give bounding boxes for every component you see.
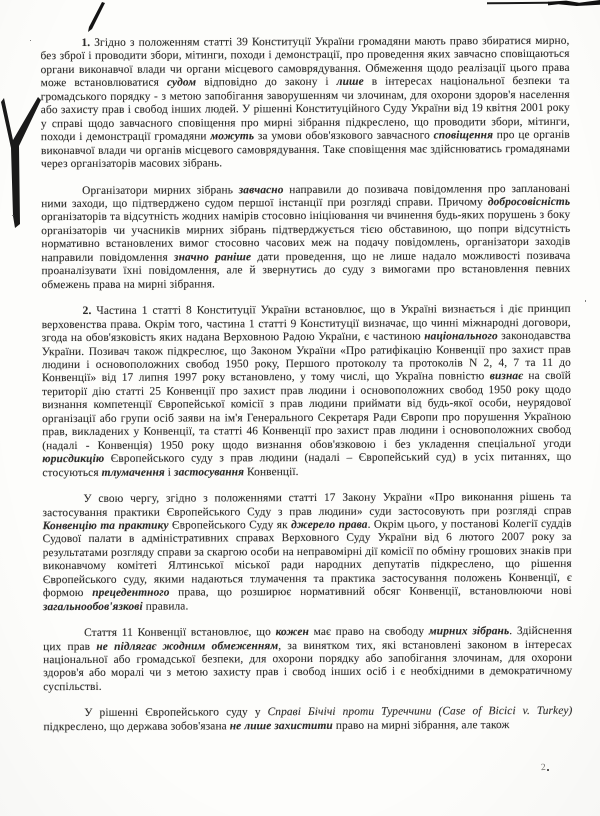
text-segment: завчасно: [238, 183, 284, 196]
text-segment: право на мирні зібрання, але також: [332, 718, 510, 732]
text-segment: тлумачення: [101, 466, 165, 479]
text-segment: відповідно до закону і: [196, 76, 337, 89]
scan-speck: [547, 769, 549, 771]
text-segment: лише: [336, 76, 364, 89]
text-segment: можуть: [210, 130, 255, 143]
text-segment: Конвенцію та практику: [42, 519, 169, 533]
text-segment: сповіщення: [433, 129, 494, 142]
text-segment: прецедентного: [92, 586, 170, 600]
text-segment: направили до позивача повідомлення про заплановані ними заходи, що підтверджено судом першої інстанції при розгляді справи. Причому: [41, 182, 571, 211]
text-segment: добросовісність: [487, 195, 571, 209]
text-segment: правила.: [142, 600, 189, 613]
text-segment: Згідно з положенням статті 39 Конституції України громадяни мають право збиратися мирно, без зброї і проводити збори, мітинги, походи і демонстрації, про проведення яких завчасно сповіщаються органи виконавчої влади чи органи місцевого самоврядування. Обмеження щодо реалізації цього права може встановлюватися: [40, 34, 570, 90]
paragraph: [43, 625, 572, 695]
text-segment: Європейського Суду як: [168, 519, 292, 532]
text-segment: в інтересах національної безпеки та громадського порядку - з метою запобігання заворушенням чи злочинам, для охорони здоров'я населення або захисту прав і свобод інших людей. У рішенні Конституційного Суду України від 19 квітня 2001 року у справі щодо завчасного сповіщення про мирні зібрання підкреслено, що проводити збори, мітинги, походи і демонстрації громадяни: [40, 75, 570, 144]
text-segment: кожен: [275, 626, 309, 639]
paragraph: [40, 35, 570, 172]
text-segment: не лише захистити: [229, 719, 333, 733]
text-segment: організаторів та відсутність жодних намірів стосовно ініціювання чи вчинення будь-яких порушень з боку організаторів чи учасників мирних зібрань підтверджується тією обставиною, що попри відсутність нормативно встановлених вимог стосовно часових меж на подачу повідомлень, організатори заходів направили повідомлення: [41, 209, 571, 264]
text-segment: . Окрім цього, у постанові Колегії суддів Судової палати в адміністративних справах Верховного Суду України від 6 лютого 2007 року за результатами розгляду справи за скаргою особи на неправомірні дії комісії по обміну грошових знаків при виконавчому комітеті Ялтинської міської ради народних депутатів підкреслено, що рішення Європейського суду, якими надаються тлумачення та практика застосування положень Конвенції, є формою: [42, 517, 572, 600]
document-body: [40, 35, 572, 748]
text-segment: за умови обов'язкового завчасного: [254, 129, 434, 143]
text-segment: У свою чергу, згідно з положеннями статті 17 Закону України «Про виконання рішень та застосування практики Європейського Суду з прав людини» суди застосовують при розгляді справ: [42, 490, 572, 519]
text-segment: У рішенні Європейського суду у: [84, 706, 268, 720]
text-segment: права, що розширює нормативний обсяг Конвенції, встановлюючи нові: [169, 585, 572, 599]
scan-speck: [30, 40, 31, 41]
text-segment: , за винятком тих, які встановлені законом в інтересах національної або громадської безпеки, для охорони порядку або запобігання злочинам, для охорони здоров'я або моралі чи з метою захисту прав і свобод інших осіб і є необхідними в демократичному суспільстві.: [43, 638, 573, 694]
text-segment: Європейського суду з прав людини (надалі – Європейський суд) в усіх питаннях, що стосуються: [42, 450, 572, 479]
text-segment: визнає: [489, 370, 524, 383]
text-segment: Конвенції.: [244, 465, 299, 478]
scan-edge-artifact: [548, 0, 600, 6]
text-segment: . Здійснення цих прав: [43, 624, 573, 653]
text-segment: національного: [424, 330, 498, 343]
paragraph: [43, 705, 572, 734]
paragraph: [42, 303, 572, 480]
scan-edge-artifact: [487, 2, 549, 4]
text-segment: про це органів виконавчої влади чи органів місцевого самоврядування. Таке сповіщення має здійснюватись громадянами через організаторів масових зібрань.: [40, 129, 570, 171]
text-segment: судом: [166, 76, 197, 89]
text-segment: юрисдикцію: [42, 453, 105, 466]
text-segment: і: [164, 466, 175, 479]
text-segment: значно раніше: [173, 251, 252, 264]
text-segment: Частина 1 статті 8 Конституції України встановлює, що в Україні визнається і діє принцип верховенства права. Окрім того, частина 1 статті 9 Конституції визначає, що чинні міжнародні договори, згода на обов'язковість яких надана Верховною Радою України, є частиною: [41, 303, 571, 345]
text-segment: загальнообов'язкові: [42, 600, 143, 613]
text-segment: мирних зібрань: [428, 625, 510, 638]
text-segment: на своїй території дію статті 25 Конвенції про захист прав людини і основоположних свобод 1950 року щодо визнання компетенції Європейської комісії з прав людини приймати від будь-якої особи, неурядової організації або групи осіб заяви на ім'я Генерального Секретаря Ради Європи про порушення Україною прав, викладених у Конвенції, та статті 46 Конвенції про захист прав людини і основоположних свобод (надалі - Конвенція) 1950 року щодо визнання обов'язковою і без укладення спеціальної угоди: [41, 370, 572, 452]
text-segment: джерело права: [291, 518, 368, 532]
pen-stroke-mark: [80, 1, 108, 33]
paragraph: [42, 491, 572, 614]
page-number: 2: [540, 762, 547, 774]
paragraph: [41, 182, 570, 292]
text-segment: дати проведення, що не лише надало можливості позивача проаналізувати їхні повідомлення, але й звернутись до суду з вимогами про встановлення певних обмежень права на мирні зібрання.: [41, 249, 571, 291]
text-segment: має право на свободу: [308, 625, 429, 639]
scan-speck: [12, 215, 14, 216]
text-segment: 2.: [82, 305, 97, 318]
text-segment: застосування: [173, 465, 245, 479]
text-segment: законодавства України. Позивач також підкреслює, що Законом України «Про ратифікацію Конвенції про захист прав людини і основоположних свобод 1950 року, Першого протоколу та протоколів N 2, 4, 7 та 11 до Конвенції» від 17 липня 1997 року встановлено, у тому числі, що Україна повністю: [41, 329, 571, 385]
text-segment: підкреслено, що держава зобов'язана: [43, 720, 230, 733]
text-segment: Стаття 11 Конвенції встановлює, що: [84, 626, 276, 640]
scan-speck: [585, 300, 586, 302]
text-segment: не підлягає жодним обмеженням: [96, 639, 279, 653]
text-segment: 1.: [81, 36, 95, 49]
text-segment: Справі Бічічі проти Туреччини (Case of Bicici v. Turkey): [267, 705, 573, 719]
scan-fold-artifact: [0, 96, 46, 230]
text-segment: Організатори мирних зібрань: [82, 183, 239, 197]
